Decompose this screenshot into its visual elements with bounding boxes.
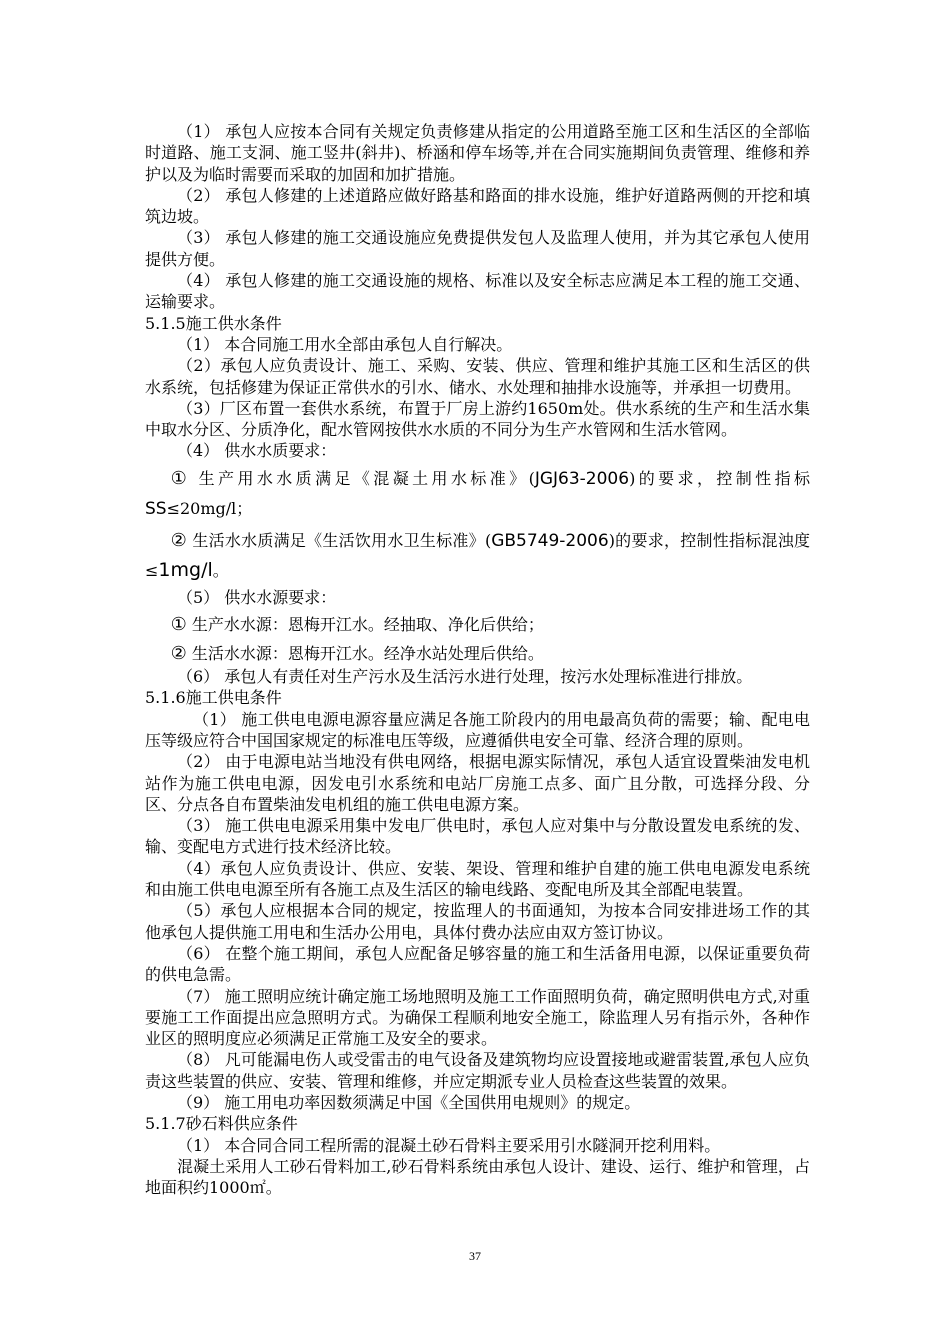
paragraph: （3） 承包人修建的施工交通设施应免费提供发包人及监理人使用，并为其它承包人使用提供方便。 [145,228,810,269]
paragraph: （3）厂区布置一套供水系统，布置于厂房上游约1650m处。供水系统的生产和生活水集中取水分区、分质净化，配水管网按供水水质的不同分为生产水管网和生活水管网。 [145,398,810,440]
standard-code: JGJ63-2006 [534,468,630,489]
paragraph: （3） 施工供电电源采用集中发电厂供电时，承包人应对集中与分散设置发电系统的发、输、变配电方式进行技术经济比较。 [145,816,810,857]
paragraph: （4） 供水水质要求： [177,441,337,461]
water-source-item [145,642,810,666]
item-text: )的要求，控制性指标 [629,468,810,488]
item-text: ≤ [145,560,159,580]
paragraph: （2）承包人应负责设计、施工、采购、安装、供应、管理和维护其施工区和生活区的供水系统，包括修建为保证正常供水的引水、储水、水处理和抽排水设施等，并承担一切费用。 [145,356,810,397]
item-text: 生活水水源：恩梅开江水。经净水站处理后供给。 [186,644,544,664]
paragraph: （8） 凡可能漏电伤人或受雷击的电气设备及建筑物均应设置接地或避雷装置,承包人应负责这些装置的供应、安装、管理和维修，并应定期派专业人员检查这些装置的效果。 [145,1050,810,1091]
item-text: 生产用水水质满足《混凝土用水标准》( [190,468,535,488]
paragraph: （5）承包人应根据本合同的规定，按监理人的书面通知，为按本合同安排进场工作的其他承包人提供施工用电和生活办公用电，具体付费办法应由双方签订协议。 [145,901,810,942]
paragraph: （4）承包人应负责设计、供应、安装、架设、管理和维护自建的施工供电电源发电系统和由施工供电电源至所有各施工点及生活区的输电线路、变配电所及其全部配电装置。 [145,858,810,900]
paragraph: （2） 由于电源电站当地没有供电网络，根据电源实际情况，承包人适宜设置柴油发电机站作为施工供电电源，因发电引水系统和电站厂房施工点多、面广且分散，可选择分段、分区、分点各自布置柴油发电机组的施工供电电源方案。 [145,752,810,814]
item-text: 生产水水源：恩梅开江水。经抽取、净化后供给； [186,615,544,635]
paragraph: （1） 本合同合同工程所需的混凝土砂石骨料主要采用引水隧洞开挖利用料。 [177,1135,721,1155]
indicator-value: 1mg/l [158,558,213,581]
item-text: 生活水水质满足《生活饮用水卫生标准》( [187,530,492,550]
water-quality-item [145,464,810,524]
section-heading: 5.1.5施工供水条件 [145,313,282,333]
water-quality-item [145,526,810,585]
section-heading: 5.1.6施工供电条件 [145,688,282,708]
water-source-item [145,608,810,642]
paragraph: （6） 承包人有责任对生产污水及生活污水进行处理，按污水处理标准进行排放。 [177,667,753,687]
document-body [145,121,810,1198]
indicator-name: SS [145,498,167,519]
item-text: ≤20mg/l； [166,498,253,518]
paragraph: （9） 施工用电功率因数须满足中国《全国供用电规则》的规定。 [177,1092,641,1112]
paragraph: （5） 供水水源要求： [177,587,337,607]
paragraph: （2） 承包人修建的上述道路应做好路基和路面的排水设施，维护好道路两侧的开挖和填筑边坡。 [145,185,810,227]
paragraph: （7） 施工照明应统计确定施工场地照明及施工工作面照明负荷，确定照明供电方式,对重要施工工作面提出应急照明方式。为确保工程顺利地安全施工，除监理人另有指示外，各种作业区的照明度应必须满足正常施工及安全的要求。 [145,986,810,1049]
list-marker: ② [170,529,187,551]
list-marker: ① [170,467,191,489]
paragraph: （4） 承包人修建的施工交通设施的规格、标准以及安全标志应满足本工程的施工交通、运输要求。 [145,271,810,312]
item-text: 。 [212,560,229,580]
section-heading: 5.1.7砂石料供应条件 [145,1114,298,1134]
page-number: 37 [469,1249,481,1263]
paragraph: （1） 承包人应按本合同有关规定负责修建从指定的公用道路至施工区和生活区的全部临时道路、施工支洞、施工竖井(斜井)、桥涵和停车场等,并在合同实施期间负责管理、维修和养护以及为临时需要而采取的加固和加扩措施。 [145,122,810,184]
paragraph: （1） 本合同施工用水全部由承包人自行解决。 [177,334,513,354]
paragraph: （6） 在整个施工期间，承包人应配备足够容量的施工和生活备用电源，以保证重要负荷的供电急需。 [145,943,810,985]
paragraph: 混凝土采用人工砂石骨料加工,砂石骨料系统由承包人设计、建设、运行、维护和管理，占地面积约1000㎡。 [145,1156,810,1198]
list-marker: ② [170,643,187,665]
list-marker: ① [170,614,187,636]
paragraph: （1） 施工供电电源电源容量应满足各施工阶段内的用电最高负荷的需要；输、配电电压等级应符合中国国家规定的标准电压等级，应遵循供电安全可靠、经济合理的原则。 [145,709,810,750]
standard-code: GB5749-2006 [491,530,609,551]
item-text: )的要求，控制性指标混浊度 [608,530,810,550]
